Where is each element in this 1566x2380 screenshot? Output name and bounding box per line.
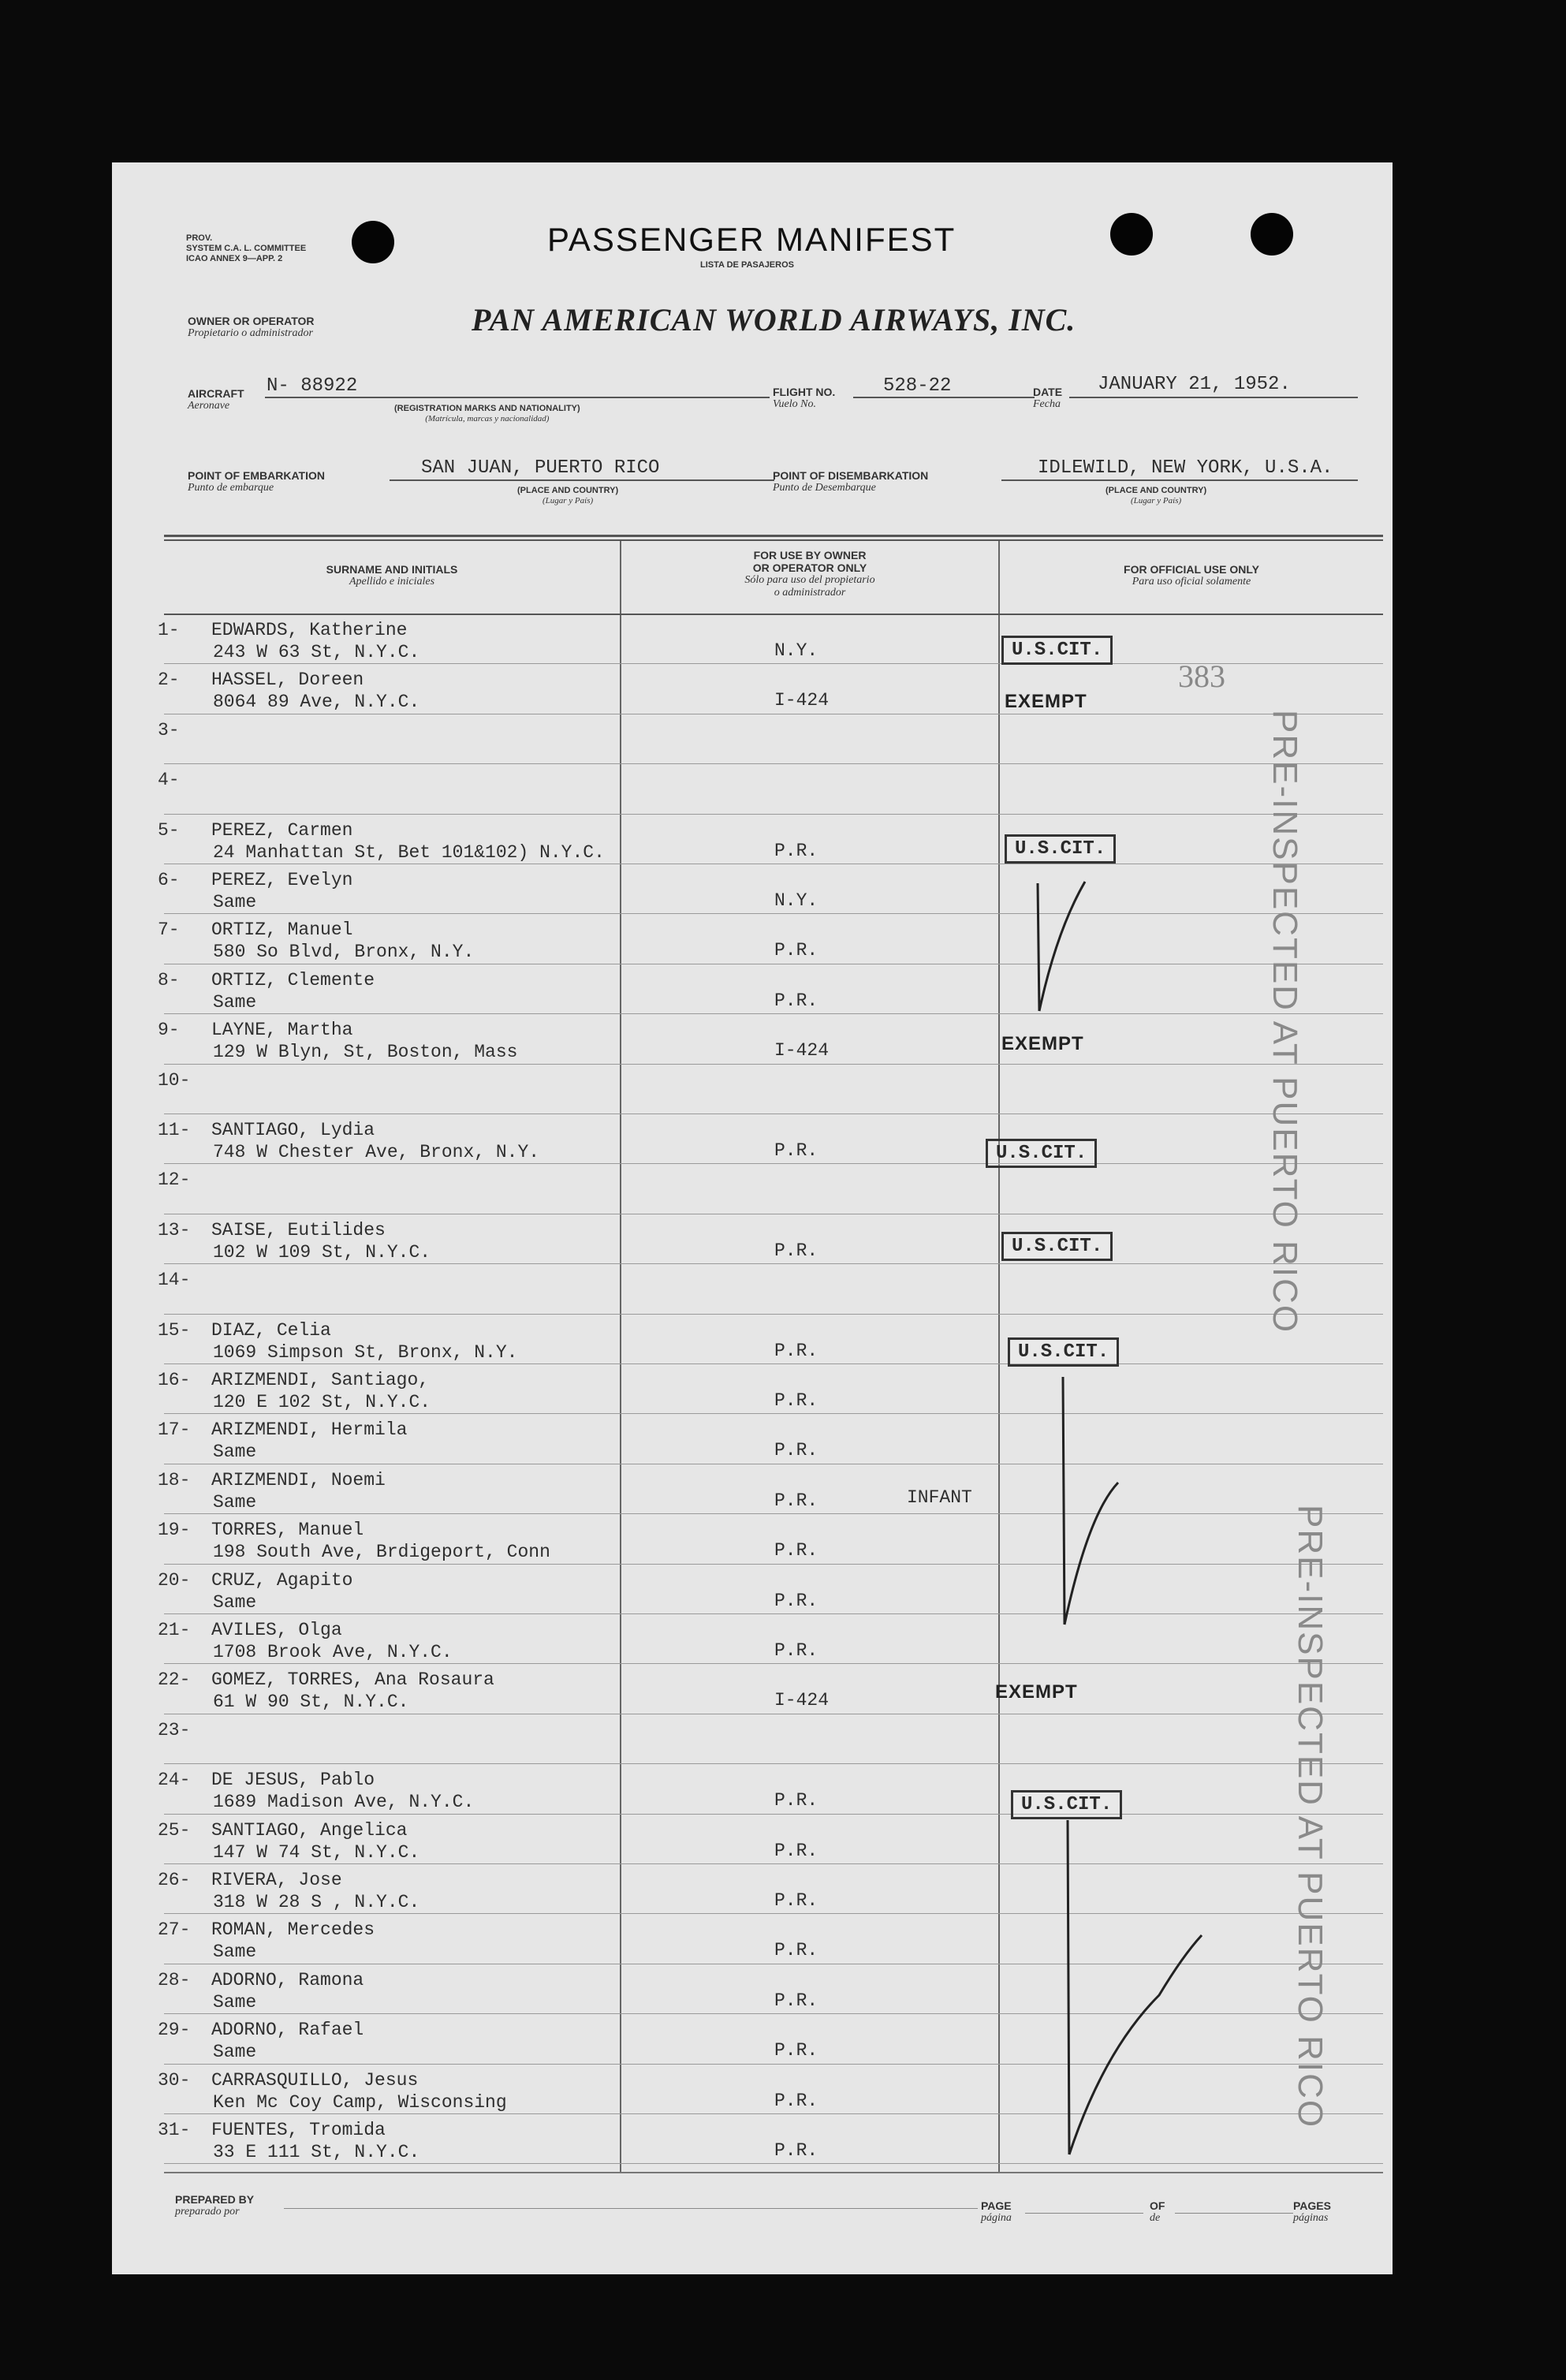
passenger-address: 61 W 90 St, N.Y.C. (213, 1692, 409, 1712)
disembark-value: IDLEWILD, NEW YORK, U.S.A. (1038, 457, 1333, 479)
owner-use-code: N.Y. (774, 640, 818, 661)
row-number: 25- (158, 1820, 191, 1841)
row-number: 9- (158, 1020, 180, 1040)
passenger-address: 318 W 28 S , N.Y.C. (213, 1892, 420, 1912)
owner-use-code: P.R. (774, 990, 818, 1011)
row-number: 30- (158, 2070, 191, 2091)
row-number: 19- (158, 1520, 191, 1540)
row-number: 28- (158, 1970, 191, 1990)
passenger-address: Same (213, 1442, 257, 1462)
owner-use-code: P.R. (774, 1540, 818, 1561)
passenger-address: 33 E 111 St, N.Y.C. (213, 2142, 420, 2162)
passenger-name: EDWARDS, Katherine (211, 620, 408, 640)
passenger-address: Same (213, 1492, 257, 1513)
row-number: 29- (158, 2020, 191, 2040)
check-mark-3 (1068, 1820, 1202, 2154)
owner-use-code: P.R. (774, 2140, 818, 2161)
owner-use-code: P.R. (774, 1640, 818, 1661)
page-title: PASSENGER MANIFEST (547, 221, 956, 258)
passenger-address: 198 South Ave, Brdigeport, Conn (213, 1542, 550, 1562)
page-underline (1025, 2213, 1143, 2214)
row-number: 5- (158, 820, 180, 841)
us-cit-stamp-2: U.S.CIT. (1005, 834, 1116, 864)
us-cit-stamp-6: U.S.CIT. (1011, 1790, 1122, 1819)
passenger-address: Same (213, 992, 257, 1013)
column-header-official-use: FOR OFFICIAL USE ONLY Para uso oficial solamente (1124, 563, 1259, 588)
passenger-address: 120 E 102 St, N.Y.C. (213, 1392, 431, 1412)
passenger-address: 147 W 74 St, N.Y.C. (213, 1842, 420, 1863)
row-number: 3- (158, 720, 180, 740)
passenger-address: 129 W Blyn, St, Boston, Mass (213, 1042, 518, 1062)
of-label: OF de (1150, 2199, 1165, 2224)
owner-use-note: INFANT (907, 1487, 972, 1508)
owner-use-code: P.R. (774, 1841, 818, 1861)
pages-label: PAGES páginas (1293, 2199, 1331, 2224)
prepared-by-underline (284, 2208, 978, 2209)
row-number: 13- (158, 1220, 191, 1240)
row-number: 1- (158, 620, 180, 640)
pre-inspected-stamp-2: PRE-INSPECTED AT PUERTO RICO (1291, 1505, 1329, 2129)
passenger-address: 1689 Madison Ave, N.Y.C. (213, 1792, 475, 1812)
passenger-address: 243 W 63 St, N.Y.C. (213, 642, 420, 662)
row-number: 8- (158, 970, 180, 990)
exempt-stamp-3: EXEMPT (995, 1681, 1078, 1703)
footer-rule (164, 2172, 1383, 2173)
embark-value: SAN JUAN, PUERTO RICO (421, 457, 660, 479)
owner-use-code: N.Y. (774, 890, 818, 911)
page-subtitle: LISTA DE PASAJEROS (700, 260, 794, 270)
row-number: 4- (158, 770, 180, 790)
passenger-address: Same (213, 1992, 257, 2013)
row-number: 18- (158, 1470, 191, 1490)
passenger-name: ARIZMENDI, Santiago, (211, 1370, 430, 1390)
owner-value: PAN AMERICAN WORLD AIRWAYS, INC. (472, 302, 1076, 338)
owner-use-code: P.R. (774, 1940, 818, 1960)
pre-inspected-stamp-1: PRE-INSPECTED AT PUERTO RICO (1266, 710, 1304, 1334)
row-number: 11- (158, 1120, 191, 1140)
row-number: 15- (158, 1320, 191, 1341)
row-number: 22- (158, 1669, 191, 1690)
row-number: 23- (158, 1720, 191, 1740)
embark-place-label: (PLACE AND COUNTRY) (Lugar y País) (517, 486, 619, 505)
row-number: 2- (158, 670, 180, 690)
row-number: 12- (158, 1169, 191, 1190)
passenger-name: DE JESUS, Pablo (211, 1770, 375, 1790)
row-number: 26- (158, 1870, 191, 1890)
row-number: 14- (158, 1270, 191, 1290)
page-number-stamp: 383 (1178, 658, 1225, 694)
passenger-address: 8064 89 Ave, N.Y.C. (213, 692, 420, 712)
of-underline (1175, 2213, 1293, 2214)
passenger-name: PEREZ, Carmen (211, 820, 353, 841)
us-cit-stamp-5: U.S.CIT. (1008, 1337, 1119, 1367)
aircraft-label: AIRCRAFT Aeronave (188, 387, 244, 412)
passenger-address: 1708 Brook Ave, N.Y.C. (213, 1642, 453, 1662)
embark-label: POINT OF EMBARKATION Punto de embarque (188, 469, 325, 494)
owner-use-code: P.R. (774, 2091, 818, 2111)
passenger-address: 102 W 109 St, N.Y.C. (213, 1242, 431, 1263)
passenger-address: Ken Mc Coy Camp, Wisconsing (213, 2092, 507, 2113)
passenger-name: SAISE, Eutilides (211, 1220, 386, 1240)
owner-use-code: P.R. (774, 1990, 818, 2011)
passenger-name: SANTIAGO, Lydia (211, 1120, 375, 1140)
owner-use-code: P.R. (774, 1790, 818, 1811)
row-number: 17- (158, 1419, 191, 1440)
passenger-name: ORTIZ, Manuel (211, 920, 353, 940)
owner-use-code: I-424 (774, 690, 830, 711)
passenger-name: AVILES, Olga (211, 1620, 342, 1640)
passenger-address: Same (213, 2042, 257, 2062)
check-mark-1 (1038, 882, 1085, 1011)
passenger-name: RIVERA, Jose (211, 1870, 342, 1890)
owner-use-code: P.R. (774, 1390, 818, 1411)
check-mark-2 (1063, 1377, 1118, 1625)
passenger-name: FUENTES, Tromida (211, 2120, 386, 2140)
owner-use-code: P.R. (774, 841, 818, 861)
passenger-name: SANTIAGO, Angelica (211, 1820, 408, 1841)
page-label: PAGE página (981, 2199, 1012, 2224)
passenger-name: CRUZ, Agapito (211, 1570, 353, 1591)
prepared-by-label: PREPARED BY preparado por (175, 2193, 255, 2218)
row-number: 21- (158, 1620, 191, 1640)
passenger-address: 1069 Simpson St, Bronx, N.Y. (213, 1342, 518, 1363)
passenger-name: ORTIZ, Clemente (211, 970, 375, 990)
passenger-address: Same (213, 892, 257, 912)
owner-use-code: I-424 (774, 1040, 830, 1061)
row-number: 6- (158, 870, 180, 890)
us-cit-stamp-4: U.S.CIT. (1001, 1232, 1113, 1261)
passenger-name: HASSEL, Doreen (211, 670, 364, 690)
aircraft-value: N- 88922 (267, 375, 358, 397)
date-value: JANUARY 21, 1952. (1098, 374, 1291, 395)
disembark-place-label: (PLACE AND COUNTRY) (Lugar y País) (1106, 486, 1207, 505)
passenger-name: CARRASQUILLO, Jesus (211, 2070, 419, 2091)
column-header-surname: SURNAME AND INITIALS Apellido e iniciales (326, 563, 458, 588)
row-number: 7- (158, 920, 180, 940)
disembark-label: POINT OF DISEMBARKATION Punto de Desembarque (773, 469, 929, 494)
passenger-name: ROMAN, Mercedes (211, 1919, 375, 1940)
passenger-address: Same (213, 1942, 257, 1962)
owner-use-code: P.R. (774, 2040, 818, 2061)
passenger-name: ADORNO, Rafael (211, 2020, 364, 2040)
owner-use-code: P.R. (774, 1490, 818, 1511)
date-label: DATE Fecha (1033, 386, 1063, 410)
passenger-address: 24 Manhattan St, Bet 101&102) N.Y.C. (213, 842, 605, 863)
passenger-name: LAYNE, Martha (211, 1020, 353, 1040)
exempt-stamp-2: EXEMPT (1001, 1033, 1084, 1054)
passenger-name: DIAZ, Celia (211, 1320, 331, 1341)
owner-use-code: P.R. (774, 1140, 818, 1161)
registration-label: (REGISTRATION MARKS AND NATIONALITY) (Matrícula, marcas y nacionalidad) (394, 404, 580, 423)
passenger-address: Same (213, 1592, 257, 1613)
us-cit-stamp-3: U.S.CIT. (986, 1139, 1097, 1168)
flight-label: FLIGHT NO. Vuelo No. (773, 386, 836, 410)
row-number: 31- (158, 2120, 191, 2140)
owner-use-code: P.R. (774, 1440, 818, 1460)
passenger-address: 580 So Blvd, Bronx, N.Y. (213, 942, 475, 962)
owner-use-code: P.R. (774, 1341, 818, 1361)
passenger-name: ARIZMENDI, Hermila (211, 1419, 408, 1440)
owner-use-code: P.R. (774, 940, 818, 961)
passenger-name: ARIZMENDI, Noemi (211, 1470, 386, 1490)
us-cit-stamp-1: U.S.CIT. (1001, 636, 1113, 665)
passenger-name: TORRES, Manuel (211, 1520, 364, 1540)
owner-use-code: P.R. (774, 1890, 818, 1911)
owner-use-code: I-424 (774, 1690, 830, 1710)
passenger-address: 748 W Chester Ave, Bronx, N.Y. (213, 1142, 540, 1162)
row-number: 10- (158, 1070, 191, 1091)
row-number: 27- (158, 1919, 191, 1940)
column-header-owner-use: FOR USE BY OWNER OR OPERATOR ONLY Sólo para uso del propietario o administrador (744, 549, 875, 599)
passenger-name: GOMEZ, TORRES, Ana Rosaura (211, 1669, 494, 1690)
row-number: 16- (158, 1370, 191, 1390)
exempt-stamp-1: EXEMPT (1005, 691, 1087, 712)
row-number: 20- (158, 1570, 191, 1591)
flight-value: 528-22 (883, 375, 952, 397)
owner-label: OWNER OR OPERATOR Propietario o administrador (188, 315, 315, 339)
passenger-name: PEREZ, Evelyn (211, 870, 353, 890)
owner-use-code: P.R. (774, 1591, 818, 1611)
icao-reference: PROV. SYSTEM C.A. L. COMMITTEE ICAO ANNEX 9—APP. 2 (186, 233, 307, 263)
row-number: 24- (158, 1770, 191, 1790)
owner-use-code: P.R. (774, 1240, 818, 1261)
passenger-name: ADORNO, Ramona (211, 1970, 364, 1990)
